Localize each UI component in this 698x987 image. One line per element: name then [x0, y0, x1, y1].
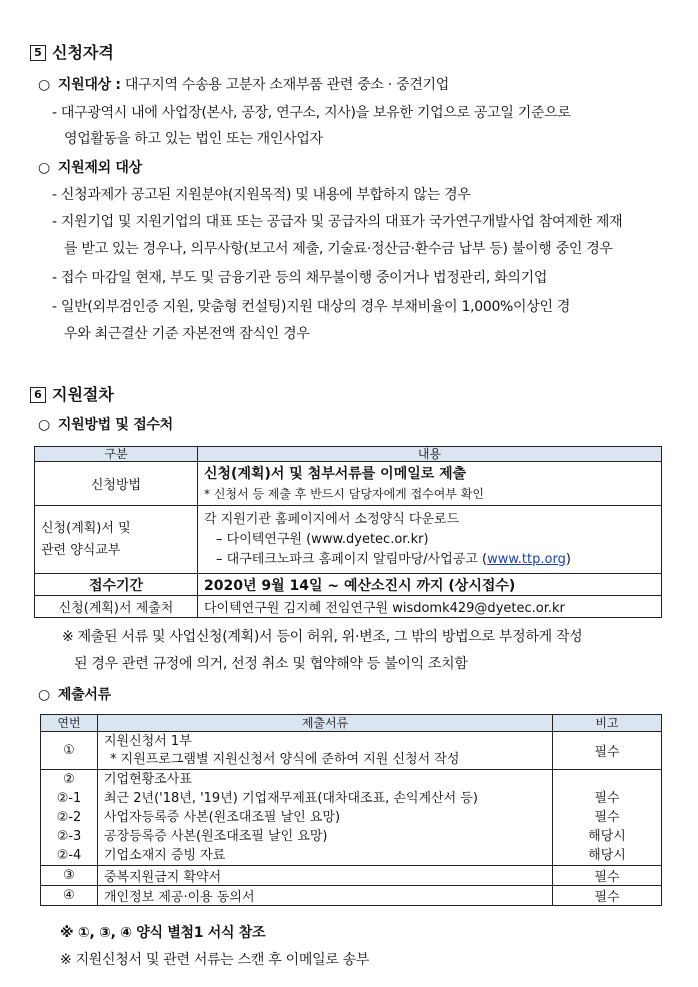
doc-no-2-3: ②-3	[56, 829, 82, 844]
table-header-doc: 제출서류	[98, 715, 553, 732]
target-detail-line-1: - 대구광역시 내에 사업장(본사, 공장, 연구소, 지사)을 보유한 기업으로 공고일 기준으로	[52, 105, 571, 121]
doc-content-1	[98, 732, 553, 770]
doc-1-title: 지원신청서 1부	[104, 733, 192, 749]
doc-note-3: 필수	[553, 866, 662, 886]
submit-to-content: 다이텍연구원 김지혜 전임연구원 wisdomk429@dyetec.or.kr	[198, 596, 662, 618]
doc-no-2-4: ②-4	[56, 848, 82, 863]
period-content: 2020년 9월 14일 ~ 예산소진시 까지 (상시접수)	[198, 574, 662, 596]
apply-method-content	[198, 462, 662, 506]
section-5-heading	[30, 40, 114, 63]
target-detail-line-2: 영업활동을 하고 있는 법인 또는 개인사업자	[64, 131, 323, 147]
doc-note-2-3: 해당시	[588, 829, 626, 844]
doc-2-4: 기업소재지 증빙 자료	[104, 848, 226, 863]
exclusion-heading	[38, 157, 142, 177]
method-heading	[38, 414, 173, 434]
warning-note-1: ※ 제출된 서류 및 사업신청(계획)서 등이 허위, 위·변조, 그 밖의 방법으로 부정하게 작성	[62, 629, 583, 645]
apply-method-line: 신청(계획)서 및 첨부서류를 이메일로 제출	[204, 465, 467, 482]
doc-no-2-2: ②-2	[56, 810, 82, 825]
row-label-apply-method: 신청방법	[35, 462, 198, 506]
support-method-table	[34, 446, 662, 618]
doc-note-1: 필수	[553, 732, 662, 770]
exclusion-item-2b: 를 받고 있는 경우나, 의무사항(보고서 제출, 기술료·정산금·환수금 납부 등) 불이행 중인 경우	[64, 241, 613, 257]
doc-note-2-4: 해당시	[588, 848, 626, 863]
doc-no-2-group	[41, 770, 98, 866]
forms-line-3-suffix: )	[565, 551, 571, 567]
row-label-period: 접수기간	[35, 574, 198, 596]
circle-bullet-icon: ○	[38, 160, 50, 176]
circle-bullet-icon: ○	[38, 687, 50, 703]
circle-bullet-icon: ○	[38, 77, 50, 93]
doc-no-4: ④	[41, 886, 98, 906]
circle-bullet-icon: ○	[38, 417, 50, 433]
doc-2-3: 공장등록증 사본(원조대조필 날인 요망)	[104, 829, 328, 844]
table-header-category: 구분	[35, 447, 198, 462]
ttp-link[interactable]: www.ttp.org	[487, 551, 566, 567]
forms-line-1: 각 지원기관 홈페이지에서 소정양식 다운로드	[204, 511, 460, 527]
support-target-text: 대구지역 수송용 고분자 소재부품 관련 중소 · 중견기업	[124, 77, 449, 93]
doc-2-title: 기업현황조사표	[104, 772, 192, 787]
table-header-content: 내용	[198, 447, 662, 462]
warning-note-2: 된 경우 관련 규정에 의거, 선정 취소 및 협약해약 등 불이익 조치함	[74, 656, 468, 672]
doc-content-4: 개인정보 제공·이용 동의서	[98, 886, 553, 906]
exclusion-item-4a: - 일반(외부검인증 지원, 맞춤형 컨설팅)지원 대상의 경우 부채비율이 1,000%이상인 경	[52, 299, 571, 315]
table-header-no: 연번	[41, 715, 98, 732]
doc-content-2-group	[98, 770, 553, 866]
section-number-box: 5	[30, 45, 46, 61]
forms-label-line-1: 신청(계획)서 및	[41, 520, 131, 536]
exclusion-item-1: - 신청과제가 공고된 지원분야(지원목적) 및 내용에 부합하지 않는 경우	[52, 187, 471, 203]
table-header-note: 비고	[553, 715, 662, 732]
doc-2-2: 사업자등록증 사본(원조대조필 날인 요망)	[104, 810, 341, 825]
doc-note-4: 필수	[553, 886, 662, 906]
doc-content-3: 중복지원금지 확약서	[98, 866, 553, 886]
doc-note-2-group	[553, 770, 662, 866]
doc-no-3: ③	[41, 866, 98, 886]
doc-1-note: * 지원프로그램별 지원신청서 양식에 준하여 지원 신청서 작성	[110, 751, 460, 767]
doc-no-2-1: ②-1	[56, 791, 82, 806]
apply-method-note: * 신청서 등 제출 후 반드시 담당자에게 접수여부 확인	[204, 486, 484, 501]
section-title: 신청자격	[52, 43, 114, 62]
doc-no-2: ②	[63, 772, 75, 787]
doc-no-1: ①	[41, 732, 98, 770]
section-number-box: 6	[30, 387, 46, 403]
forms-line-3-text: – 대구테크노파크 홈페이지 알림마당/사업공고 (	[216, 551, 488, 567]
support-target-label: 지원대상 :	[57, 77, 121, 93]
forms-label-line-2: 관련 양식교부	[41, 542, 121, 558]
docs-label: 제출서류	[57, 687, 111, 703]
footnote-forms: ※ ①, ③, ④ 양식 별첨1 서식 참조	[60, 925, 266, 941]
forms-line-2: – 다이텍연구원 (www.dyetec.or.kr)	[216, 531, 429, 547]
support-target-line	[38, 74, 449, 94]
doc-2-1: 최근 2년('18년, '19년) 기업재무제표(대차대조표, 손익계산서 등)	[104, 791, 478, 806]
documents-table	[40, 714, 662, 906]
row-label-submit-to: 신청(계획)서 제출처	[35, 596, 198, 618]
doc-note-2-1: 필수	[594, 791, 620, 806]
method-label: 지원방법 및 접수처	[57, 417, 173, 433]
docs-heading	[38, 684, 111, 704]
doc-note-2	[559, 770, 655, 789]
forms-line-3	[204, 550, 655, 570]
footnote-scan: ※ 지원신청서 및 관련 서류는 스캔 후 이메일로 송부	[60, 952, 370, 968]
exclusion-item-2a: - 지원기업 및 지원기업의 대표 또는 공급자 및 공급자의 대표가 국가연구개발사업 참여제한 제재	[52, 214, 623, 230]
forms-content	[198, 506, 662, 574]
section-title: 지원절차	[52, 385, 114, 404]
section-6-heading	[30, 382, 114, 405]
doc-note-2-2: 필수	[594, 810, 620, 825]
row-label-forms	[35, 506, 198, 574]
exclusion-item-3: - 접수 마감일 현재, 부도 및 금융기관 등의 채무불이행 중이거나 법정관리, 화의기업	[52, 270, 548, 286]
exclusion-item-4b: 우와 최근결산 기준 자본전액 잠식인 경우	[64, 326, 310, 342]
exclusion-label: 지원제외 대상	[57, 160, 142, 176]
